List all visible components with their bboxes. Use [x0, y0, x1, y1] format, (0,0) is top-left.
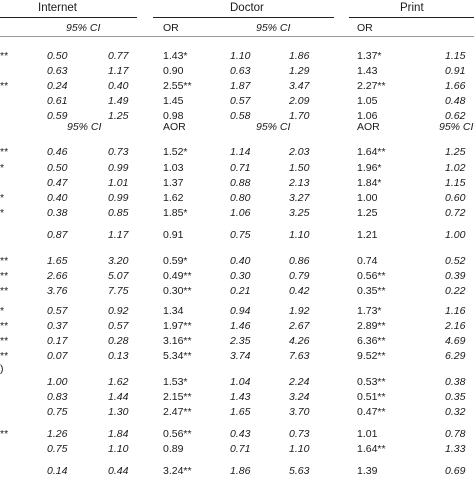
table-cell-p1: 0.35: [445, 391, 466, 403]
table-cell-p: 1.43: [357, 65, 378, 77]
table-cell-d2: 4.26: [289, 335, 310, 347]
table-cell-d1: 1.06: [230, 207, 251, 219]
table-cell-d1: 1.43: [230, 391, 251, 403]
table-cell-d1: 0.43: [230, 428, 251, 440]
table-cell-d1: 0.30: [230, 270, 251, 282]
table-cell-p1: 0.38: [445, 376, 466, 388]
table-cell-or: 2.47**: [163, 406, 192, 418]
table-cell-p: 1.21: [357, 229, 378, 241]
table-cell-i2: 0.57: [108, 320, 129, 332]
table-cell-i2: 1.17: [108, 229, 129, 241]
table-cell-d2: 3.25: [289, 207, 310, 219]
table-cell-i1: 0.37: [47, 320, 68, 332]
table-cell-i1: 0.87: [47, 229, 68, 241]
table-cell-p: 1.06: [357, 110, 378, 122]
subheader-doctor-ci: 95% CI: [256, 22, 291, 34]
table-cell-p: 6.36**: [357, 335, 386, 347]
subheader2-print-aor: AOR: [357, 121, 380, 133]
table-cell-i1: 0.50: [47, 162, 68, 174]
table-cell-or: 1.34: [163, 305, 184, 317]
table-cell-d2: 2.13: [289, 177, 310, 189]
table-cell-or: 1.03: [163, 162, 184, 174]
table-cell-p1: 1.16: [445, 305, 466, 317]
table-cell-d2: 2.67: [289, 320, 310, 332]
table-cell-m: **: [0, 80, 9, 92]
table-cell-m: *: [0, 207, 5, 219]
table-cell-or: 0.91: [163, 229, 184, 241]
table-cell-p1: 0.62: [445, 110, 466, 122]
table-cell-m: **: [0, 335, 9, 347]
table-cell-p: 1.64**: [357, 146, 386, 158]
table-cell-or: 0.49**: [163, 270, 192, 282]
table-cell-or: 0.30**: [163, 285, 192, 297]
table-cell-i2: 0.13: [108, 350, 129, 362]
table-cell-m: **: [0, 320, 9, 332]
table-cell-p: 2.89**: [357, 320, 386, 332]
table-cell-d2: 1.70: [289, 110, 310, 122]
table-cell-d2: 3.27: [289, 192, 310, 204]
table-cell-or: 2.15**: [163, 391, 192, 403]
table-cell-i1: 0.75: [47, 443, 68, 455]
table-cell-i2: 1.25: [108, 110, 129, 122]
table-cell-p: 1.84*: [357, 177, 382, 189]
table-cell-i2: 0.77: [108, 50, 129, 62]
table-cell-i2: 1.01: [108, 177, 129, 189]
table-cell-d2: 1.50: [289, 162, 310, 174]
table-cell-or: 2.55**: [163, 80, 192, 92]
table-cell-p1: 6.29: [445, 350, 466, 362]
table-cell-i1: 0.50: [47, 50, 68, 62]
table-cell-p: 1.01: [357, 428, 378, 440]
table-cell-d1: 0.80: [230, 192, 251, 204]
table-cell-d1: 0.94: [230, 305, 251, 317]
table-cell-p1: 0.69: [445, 465, 466, 477]
table-cell-i2: 0.85: [108, 207, 129, 219]
table-cell-or: 3.24**: [163, 465, 192, 477]
table-cell-d2: 1.29: [289, 65, 310, 77]
header-rule: [0, 36, 474, 37]
table-cell-i1: 3.76: [47, 285, 68, 297]
table-cell-i1: 0.61: [47, 95, 68, 107]
table-cell-d1: 0.75: [230, 229, 251, 241]
table-cell-p1: 0.60: [445, 192, 466, 204]
table-cell-i2: 1.62: [108, 376, 129, 388]
table-cell-d1: 1.46: [230, 320, 251, 332]
table-cell-or: 0.89: [163, 443, 184, 455]
table-cell-i2: 1.10: [108, 443, 129, 455]
table-cell-d1: 1.86: [230, 465, 251, 477]
table-cell-i1: 1.65: [47, 255, 68, 267]
table-cell-p: 0.35**: [357, 285, 386, 297]
table-cell-d2: 1.10: [289, 443, 310, 455]
table-cell-p: 0.47**: [357, 406, 386, 418]
table-cell-p1: 0.39: [445, 270, 466, 282]
subheader-internet-ci: 95% CI: [66, 22, 101, 34]
table-cell-d1: 0.40: [230, 255, 251, 267]
table-cell-p1: 1.66: [445, 80, 466, 92]
group-underline-internet: [0, 17, 137, 18]
table-cell-p1: 1.15: [445, 177, 466, 189]
table-cell-i2: 1.17: [108, 65, 129, 77]
table-cell-d1: 0.88: [230, 177, 251, 189]
table-cell-m: ): [0, 363, 4, 375]
table-cell-or: 5.34**: [163, 350, 192, 362]
table-cell-i2: 3.20: [108, 255, 129, 267]
table-cell-d1: 1.87: [230, 80, 251, 92]
table-cell-p: 1.05: [357, 95, 378, 107]
table-cell-p1: 0.32: [445, 406, 466, 418]
table-cell-m: *: [0, 192, 5, 204]
table-cell-d1: 0.57: [230, 95, 251, 107]
table-cell-or: 1.37: [163, 177, 184, 189]
table-cell-i1: 0.75: [47, 406, 68, 418]
table-cell-p1: 0.48: [445, 95, 466, 107]
table-cell-i2: 7.75: [108, 285, 129, 297]
table-cell-or: 1.62: [163, 192, 184, 204]
table-cell-i2: 5.07: [108, 270, 129, 282]
table-cell-d2: 0.42: [289, 285, 310, 297]
group-underline-print: [349, 17, 474, 18]
table-cell-m: **: [0, 50, 9, 62]
table-cell-i2: 0.92: [108, 305, 129, 317]
table-cell-i1: 0.24: [47, 80, 68, 92]
table-cell-or: 0.59*: [163, 255, 188, 267]
table-cell-or: 0.98: [163, 110, 184, 122]
table-cell-d1: 0.58: [230, 110, 251, 122]
table-cell-p1: 0.22: [445, 285, 466, 297]
table-cell-d2: 0.86: [289, 255, 310, 267]
table-cell-i1: 0.17: [47, 335, 68, 347]
table-cell-p1: 0.72: [445, 207, 466, 219]
table-cell-d1: 1.10: [230, 50, 251, 62]
table-cell-d2: 3.70: [289, 406, 310, 418]
table-cell-m: **: [0, 270, 9, 282]
table-cell-i1: 0.59: [47, 110, 68, 122]
subheader2-print-ci: 95% CI: [439, 121, 474, 133]
table-cell-d2: 3.24: [289, 391, 310, 403]
table-cell-i1: 0.40: [47, 192, 68, 204]
subheader2-doctor-ci: 95% CI: [256, 121, 291, 133]
table-cell-p1: 1.00: [445, 229, 466, 241]
table-cell-p: 0.74: [357, 255, 378, 267]
group-underline-doctor: [153, 17, 334, 18]
table-cell-d1: 3.74: [230, 350, 251, 362]
table-cell-i1: 0.47: [47, 177, 68, 189]
group-header-internet: Internet: [38, 2, 77, 14]
table-cell-i1: 2.66: [47, 270, 68, 282]
table-cell-d2: 7.63: [289, 350, 310, 362]
table-cell-or: 1.97**: [163, 320, 192, 332]
table-cell-d1: 1.04: [230, 376, 251, 388]
table-cell-or: 0.90: [163, 65, 184, 77]
table-cell-d1: 0.71: [230, 162, 251, 174]
table-cell-or: 1.45: [163, 95, 184, 107]
table-cell-d2: 3.47: [289, 80, 310, 92]
table-cell-i1: 0.46: [47, 146, 68, 158]
table-cell-d2: 0.79: [289, 270, 310, 282]
table-cell-d2: 2.03: [289, 146, 310, 158]
table-cell-i1: 0.63: [47, 65, 68, 77]
table-cell-m: **: [0, 428, 9, 440]
table-cell-d2: 1.92: [289, 305, 310, 317]
table-cell-i1: 1.26: [47, 428, 68, 440]
table-cell-m: **: [0, 350, 9, 362]
table-cell-d1: 2.35: [230, 335, 251, 347]
table-cell-or: 1.52*: [163, 146, 188, 158]
table-cell-i1: 0.83: [47, 391, 68, 403]
table-cell-p: 1.73*: [357, 305, 382, 317]
table-cell-d2: 0.73: [289, 428, 310, 440]
table-cell-i2: 1.30: [108, 406, 129, 418]
group-header-doctor: Doctor: [230, 2, 264, 14]
subheader-print-or: OR: [357, 22, 373, 34]
table-cell-p: 9.52**: [357, 350, 386, 362]
subheader2-internet-ci: 95% CI: [67, 121, 102, 133]
table-cell-i2: 0.28: [108, 335, 129, 347]
table-cell-p1: 1.02: [445, 162, 466, 174]
table-cell-p: 1.39: [357, 465, 378, 477]
table-cell-i2: 1.44: [108, 391, 129, 403]
table-cell-d1: 1.65: [230, 406, 251, 418]
table-cell-or: 3.16**: [163, 335, 192, 347]
table-cell-d2: 5.63: [289, 465, 310, 477]
table-cell-p1: 1.33: [445, 443, 466, 455]
table-cell-p1: 0.91: [445, 65, 466, 77]
table-cell-or: 0.56**: [163, 428, 192, 440]
table-cell-d2: 1.86: [289, 50, 310, 62]
table-cell-i2: 0.73: [108, 146, 129, 158]
table-cell-i2: 1.84: [108, 428, 129, 440]
table-cell-p1: 0.78: [445, 428, 466, 440]
table-cell-m: **: [0, 146, 9, 158]
table-cell-p: 2.27**: [357, 80, 386, 92]
table-cell-or: 1.53*: [163, 376, 188, 388]
table-cell-i2: 0.99: [108, 162, 129, 174]
table-cell-d2: 2.24: [289, 376, 310, 388]
table-cell-p: 1.96*: [357, 162, 382, 174]
subheader-doctor-or: OR: [163, 22, 179, 34]
table-cell-m: *: [0, 162, 5, 174]
table-cell-i2: 0.99: [108, 192, 129, 204]
table-cell-d2: 1.10: [289, 229, 310, 241]
table-cell-i1: 1.00: [47, 376, 68, 388]
table-cell-d1: 0.21: [230, 285, 251, 297]
table-cell-p: 1.64**: [357, 443, 386, 455]
table-cell-i1: 0.14: [47, 465, 68, 477]
table-cell-i2: 1.49: [108, 95, 129, 107]
table-cell-i2: 0.44: [108, 465, 129, 477]
table-cell-p: 0.51**: [357, 391, 386, 403]
table-cell-d2: 2.09: [289, 95, 310, 107]
table-cell-i1: 0.57: [47, 305, 68, 317]
table-cell-m: **: [0, 285, 9, 297]
subheader2-doctor-aor: AOR: [163, 121, 186, 133]
table-cell-i1: 0.07: [47, 350, 68, 362]
table-cell-i1: 0.38: [47, 207, 68, 219]
table-cell-p: 1.00: [357, 192, 378, 204]
table-cell-p: 0.56**: [357, 270, 386, 282]
group-header-print: Print: [400, 2, 424, 14]
table-cell-p1: 4.69: [445, 335, 466, 347]
table-cell-p1: 2.16: [445, 320, 466, 332]
table-cell-i2: 0.40: [108, 80, 129, 92]
table-cell-p: 1.25: [357, 207, 378, 219]
table-cell-p: 0.53**: [357, 376, 386, 388]
table-cell-m: **: [0, 255, 9, 267]
table-cell-or: 1.85*: [163, 207, 188, 219]
table-cell-p1: 0.52: [445, 255, 466, 267]
table-cell-d1: 0.71: [230, 443, 251, 455]
table-cell-p: 1.37*: [357, 50, 382, 62]
table-cell-or: 1.43*: [163, 50, 188, 62]
table-cell-m: *: [0, 305, 5, 317]
table-cell-d1: 1.14: [230, 146, 251, 158]
table-cell-p1: 1.15: [445, 50, 466, 62]
table-cell-p1: 1.25: [445, 146, 466, 158]
table-cell-d1: 0.63: [230, 65, 251, 77]
